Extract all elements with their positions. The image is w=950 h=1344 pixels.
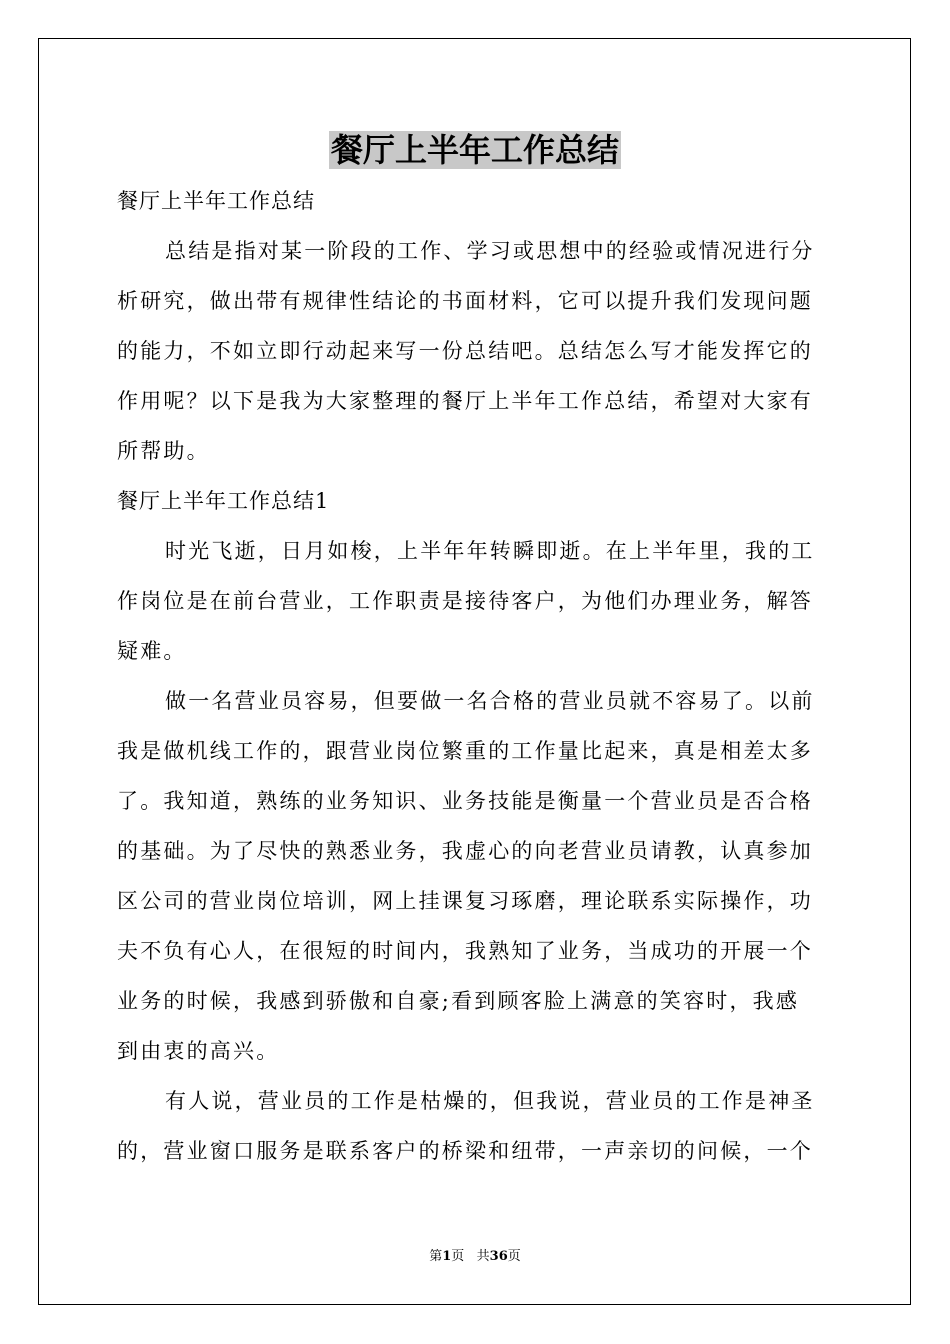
- paragraph-line: 夫不负有心人，在很短的时间内，我熟知了业务，当成功的开展一个: [117, 939, 813, 963]
- paragraph-line: 疑难。: [117, 639, 187, 663]
- footer-current-page: 1: [442, 1249, 452, 1264]
- paragraph-line: 时光飞逝，日月如梭，上半年年转瞬即逝。在上半年里，我的工: [165, 539, 815, 563]
- paragraph-line: 所帮助。: [117, 439, 210, 463]
- paragraph-line: 的基础。为了尽快的熟悉业务，我虚心的向老营业员请教，认真参加: [117, 839, 813, 863]
- footer-middle: 页 共: [451, 1249, 490, 1264]
- paragraph-line: 我是做机线工作的，跟营业岗位繁重的工作量比起来，真是相差太多: [117, 739, 813, 763]
- paragraph-line: 析研究，做出带有规律性结论的书面材料，它可以提升我们发现问题: [117, 289, 813, 313]
- paragraph-line: 的，营业窗口服务是联系客户的桥梁和纽带，一声亲切的问候，一个: [117, 1139, 813, 1163]
- document-body: [117, 176, 835, 1176]
- paragraph-line: 到由衷的高兴。: [117, 1039, 280, 1063]
- paragraph-line: 作岗位是在前台营业，工作职责是接待客户，为他们办理业务，解答: [117, 589, 813, 613]
- paragraph-line: 了。我知道，熟练的业务知识、业务技能是衡量一个营业员是否合格: [117, 789, 813, 813]
- page-number-footer: [0, 1247, 950, 1267]
- section-heading: 餐厅上半年工作总结: [117, 189, 315, 213]
- document-title: [0, 128, 950, 172]
- paragraph-line: 做一名营业员容易，但要做一名合格的营业员就不容易了。以前: [165, 689, 815, 713]
- footer-total-pages: 36: [489, 1249, 508, 1264]
- paragraph-line: 作用呢？以下是我为大家整理的餐厅上半年工作总结，希望对大家有: [117, 389, 813, 413]
- footer-prefix: 第: [429, 1249, 443, 1264]
- paragraph-line: 的能力，不如立即行动起来写一份总结吧。总结怎么写才能发挥它的: [117, 339, 813, 363]
- paragraph-line: 总结是指对某一阶段的工作、学习或思想中的经验或情况进行分: [165, 239, 815, 263]
- paragraph-line: 业务的时候，我感到骄傲和自豪;看到顾客脸上满意的笑容时，我感: [117, 989, 800, 1013]
- paragraph-line: 区公司的营业岗位培训，网上挂课复习琢磨，理论联系实际操作，功: [117, 889, 813, 913]
- document-title-text: 餐厅上半年工作总结: [330, 131, 619, 169]
- section-heading: 餐厅上半年工作总结1: [117, 489, 330, 513]
- footer-suffix: 页: [507, 1249, 521, 1264]
- paragraph-line: 有人说，营业员的工作是枯燥的，但我说，营业员的工作是神圣: [165, 1089, 815, 1113]
